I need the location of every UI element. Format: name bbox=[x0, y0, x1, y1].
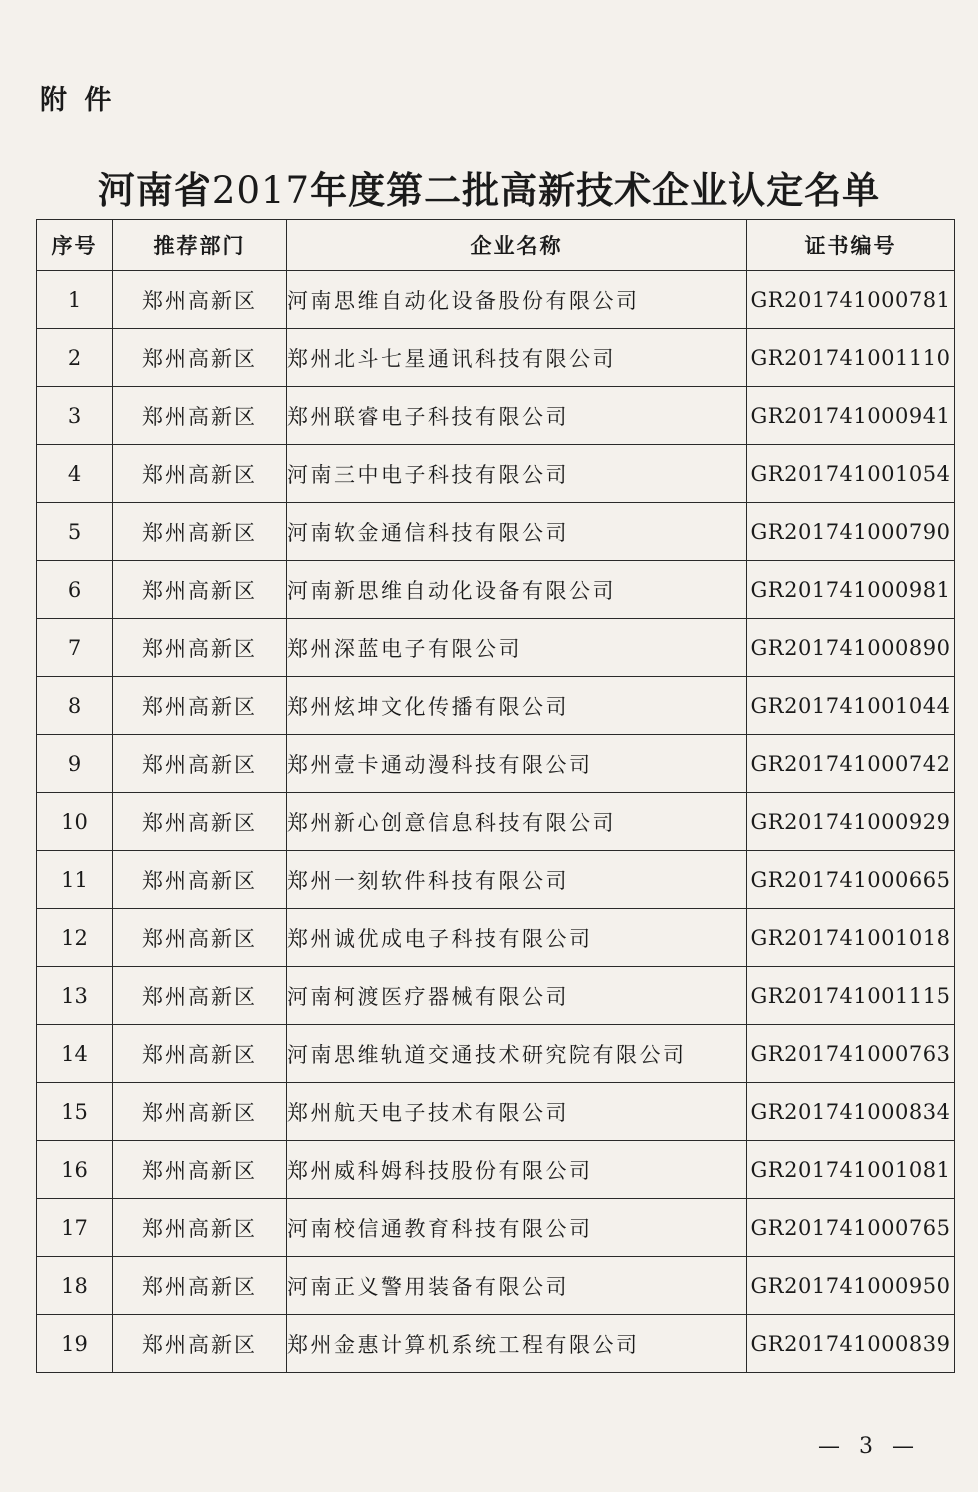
certificate-number: GR201741000781 bbox=[747, 271, 955, 329]
recommending-department: 郑州高新区 bbox=[113, 1315, 287, 1373]
company-name: 郑州联睿电子科技有限公司 bbox=[287, 387, 747, 445]
table-row bbox=[37, 271, 955, 329]
row-number: 4 bbox=[37, 445, 113, 503]
row-number: 8 bbox=[37, 677, 113, 735]
table-row bbox=[37, 851, 955, 909]
recommending-department: 郑州高新区 bbox=[113, 1083, 287, 1141]
company-name: 郑州深蓝电子有限公司 bbox=[287, 619, 747, 677]
recommending-department: 郑州高新区 bbox=[113, 909, 287, 967]
row-number: 5 bbox=[37, 503, 113, 561]
recommending-department: 郑州高新区 bbox=[113, 677, 287, 735]
company-name: 郑州威科姆科技股份有限公司 bbox=[287, 1141, 747, 1199]
certificate-number: GR201741000765 bbox=[747, 1199, 955, 1257]
table-row bbox=[37, 329, 955, 387]
company-name: 河南校信通教育科技有限公司 bbox=[287, 1199, 747, 1257]
table-row bbox=[37, 793, 955, 851]
company-name: 郑州北斗七星通讯科技有限公司 bbox=[287, 329, 747, 387]
certificate-number: GR201741000890 bbox=[747, 619, 955, 677]
document-title bbox=[0, 160, 978, 214]
row-number: 16 bbox=[37, 1141, 113, 1199]
certificate-number: GR201741000950 bbox=[747, 1257, 955, 1315]
certificate-number: GR201741000790 bbox=[747, 503, 955, 561]
column-header-certificate-number: 证书编号 bbox=[747, 220, 955, 271]
title-year: 2017 bbox=[211, 169, 311, 212]
table-row bbox=[37, 445, 955, 503]
recommending-department: 郑州高新区 bbox=[113, 561, 287, 619]
row-number: 18 bbox=[37, 1257, 113, 1315]
certificate-number: GR201741000839 bbox=[747, 1315, 955, 1373]
certificate-number: GR201741000981 bbox=[747, 561, 955, 619]
table-row bbox=[37, 1083, 955, 1141]
company-name: 郑州一刻软件科技有限公司 bbox=[287, 851, 747, 909]
row-number: 6 bbox=[37, 561, 113, 619]
table-row bbox=[37, 1141, 955, 1199]
enterprise-list-table bbox=[36, 219, 955, 1373]
company-name: 郑州诚优成电子科技有限公司 bbox=[287, 909, 747, 967]
column-header-department: 推荐部门 bbox=[113, 220, 287, 271]
table-row bbox=[37, 1199, 955, 1257]
table-row bbox=[37, 1315, 955, 1373]
table-row bbox=[37, 1025, 955, 1083]
row-number: 9 bbox=[37, 735, 113, 793]
table-row bbox=[37, 967, 955, 1025]
recommending-department: 郑州高新区 bbox=[113, 503, 287, 561]
row-number: 15 bbox=[37, 1083, 113, 1141]
company-name: 河南柯渡医疗器械有限公司 bbox=[287, 967, 747, 1025]
recommending-department: 郑州高新区 bbox=[113, 793, 287, 851]
recommending-department: 郑州高新区 bbox=[113, 619, 287, 677]
table-row bbox=[37, 1257, 955, 1315]
recommending-department: 郑州高新区 bbox=[113, 851, 287, 909]
page-number: — 3 — bbox=[818, 1434, 920, 1459]
certificate-number: GR201741001044 bbox=[747, 677, 955, 735]
recommending-department: 郑州高新区 bbox=[113, 1025, 287, 1083]
company-name: 河南新思维自动化设备有限公司 bbox=[287, 561, 747, 619]
recommending-department: 郑州高新区 bbox=[113, 271, 287, 329]
company-name: 河南思维轨道交通技术研究院有限公司 bbox=[287, 1025, 747, 1083]
table-row bbox=[37, 387, 955, 445]
certificate-number: GR201741001081 bbox=[747, 1141, 955, 1199]
row-number: 11 bbox=[37, 851, 113, 909]
company-name: 郑州新心创意信息科技有限公司 bbox=[287, 793, 747, 851]
certificate-number: GR201741001110 bbox=[747, 329, 955, 387]
column-header-company-name: 企业名称 bbox=[287, 220, 747, 271]
row-number: 1 bbox=[37, 271, 113, 329]
row-number: 10 bbox=[37, 793, 113, 851]
company-name: 郑州炫坤文化传播有限公司 bbox=[287, 677, 747, 735]
company-name: 郑州航天电子技术有限公司 bbox=[287, 1083, 747, 1141]
company-name: 河南思维自动化设备股份有限公司 bbox=[287, 271, 747, 329]
row-number: 12 bbox=[37, 909, 113, 967]
company-name: 河南软金通信科技有限公司 bbox=[287, 503, 747, 561]
row-number: 17 bbox=[37, 1199, 113, 1257]
certificate-number: GR201741000763 bbox=[747, 1025, 955, 1083]
table-row bbox=[37, 909, 955, 967]
certificate-number: GR201741001018 bbox=[747, 909, 955, 967]
recommending-department: 郑州高新区 bbox=[113, 967, 287, 1025]
table-row bbox=[37, 619, 955, 677]
certificate-number: GR201741000742 bbox=[747, 735, 955, 793]
recommending-department: 郑州高新区 bbox=[113, 387, 287, 445]
certificate-number: GR201741001115 bbox=[747, 967, 955, 1025]
title-suffix: 年度第二批高新技术企业认定名单 bbox=[310, 169, 881, 212]
certificate-number: GR201741000665 bbox=[747, 851, 955, 909]
recommending-department: 郑州高新区 bbox=[113, 445, 287, 503]
company-name: 郑州壹卡通动漫科技有限公司 bbox=[287, 735, 747, 793]
certificate-number: GR201741001054 bbox=[747, 445, 955, 503]
table-body bbox=[37, 271, 955, 1373]
row-number: 2 bbox=[37, 329, 113, 387]
row-number: 14 bbox=[37, 1025, 113, 1083]
table-row bbox=[37, 735, 955, 793]
recommending-department: 郑州高新区 bbox=[113, 1257, 287, 1315]
table-row bbox=[37, 677, 955, 735]
column-header-number: 序号 bbox=[37, 220, 113, 271]
company-name: 河南正义警用装备有限公司 bbox=[287, 1257, 747, 1315]
recommending-department: 郑州高新区 bbox=[113, 1141, 287, 1199]
table-row bbox=[37, 503, 955, 561]
certificate-number: GR201741000941 bbox=[747, 387, 955, 445]
table-row bbox=[37, 561, 955, 619]
table-header-row bbox=[37, 220, 955, 271]
company-name: 河南三中电子科技有限公司 bbox=[287, 445, 747, 503]
title-prefix: 河南省 bbox=[97, 169, 212, 212]
company-name: 郑州金惠计算机系统工程有限公司 bbox=[287, 1315, 747, 1373]
row-number: 19 bbox=[37, 1315, 113, 1373]
certificate-number: GR201741000834 bbox=[747, 1083, 955, 1141]
row-number: 13 bbox=[37, 967, 113, 1025]
recommending-department: 郑州高新区 bbox=[113, 735, 287, 793]
recommending-department: 郑州高新区 bbox=[113, 329, 287, 387]
recommending-department: 郑州高新区 bbox=[113, 1199, 287, 1257]
certificate-number: GR201741000929 bbox=[747, 793, 955, 851]
row-number: 3 bbox=[37, 387, 113, 445]
attachment-label: 附 件 bbox=[40, 85, 116, 116]
row-number: 7 bbox=[37, 619, 113, 677]
